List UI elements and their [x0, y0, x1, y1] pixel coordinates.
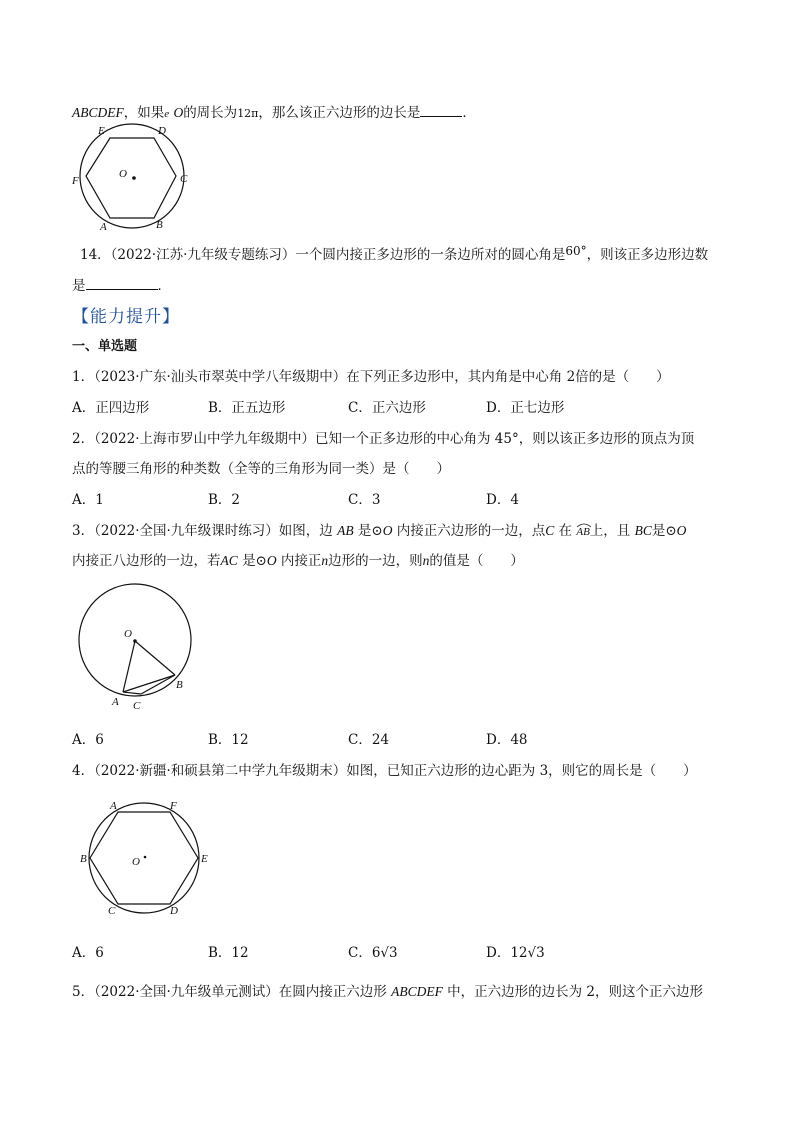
q3-stem-line-2 [72, 551, 524, 571]
q1-option-c: C．正六边形 [348, 400, 426, 416]
q3-text-10: 边形的一边，则 [328, 553, 423, 569]
q2-option-b: B．2 [208, 492, 241, 508]
q14-angle: 60° [565, 244, 587, 258]
q13-text-b: 的周长为 [183, 105, 238, 121]
fig4-center-dot [144, 856, 147, 859]
q5-text-2: 中，正六边形的边长为 2，则这个正六边形 [447, 984, 704, 1000]
fig3-center-dot [133, 639, 137, 643]
q3-text-11: 的值是（ ） [429, 553, 524, 569]
q3-C: C [545, 523, 555, 538]
q13-text-c: ，那么该正六边形的边长是 [258, 105, 421, 121]
q4-option-a: A．6 [72, 945, 104, 961]
figure-hexagon-in-circle-1 [64, 120, 204, 235]
q4-stem: 4．（2022·新疆·和硕县第二中学九年级期末）如图，已知正六边形的边心距为 3，则它的周长是（ ） [72, 763, 697, 779]
q4-option-d: D．12√3 [486, 945, 545, 961]
q3-text-1: 3．（2022·全国·九年级课时练习）如图，边 [72, 523, 333, 539]
q5-text-1: 5．（2022·全国·九年级单元测试）在圆内接正六边形 [72, 984, 387, 1000]
figure-hexagon-in-circle-4 [74, 800, 214, 920]
q2-option-d: D．4 [486, 492, 519, 508]
fig1-circle [80, 124, 184, 228]
q3-text-9: 内接正 [280, 553, 322, 569]
fig1-label-E: E [98, 125, 105, 137]
fig3-OB [135, 641, 175, 675]
subsection-title: 一、单选题 [72, 339, 138, 354]
fig4-label-A: A [110, 800, 117, 812]
fig4-label-E: E [201, 853, 208, 865]
q1-stem: 1．（2023·广东·汕头市翠英中学八年级期中）在下列正多边形中，其内角是中心角 2倍的是（ ） [72, 369, 670, 385]
q14-end: ． [157, 278, 171, 294]
q4-option-b: B．12 [208, 945, 249, 961]
q3-n-2: n [422, 553, 430, 568]
q1-option-d: D．正七边形 [486, 400, 565, 416]
q13-end: ． [462, 105, 476, 121]
q3-arc-mark [576, 522, 592, 528]
q3-arc-label: AB [576, 526, 590, 538]
q13-circle-O: O [173, 105, 184, 120]
q2-stem-line-1: 2．（2022·上海市罗山中学九年级期中）已知一个正多边形的中心角为 45°，则以该正多边形的顶点为顶 [72, 431, 695, 447]
fig1-label-O: O [119, 168, 127, 180]
q3-stem-line-1 [72, 521, 686, 542]
q3-text-2: 是⊙ [357, 523, 383, 539]
q13-text-a: ，如果 [123, 105, 165, 121]
q3-AB: AB [337, 523, 354, 538]
q13-circumference: 12π [237, 107, 259, 120]
fig4-label-C: C [108, 905, 116, 917]
q13-answer-blank [420, 102, 462, 117]
q3-text-3: 内接正六边形的一边，点 [396, 523, 546, 539]
fig4-hexagon [90, 812, 198, 904]
q3-BC: BC [634, 523, 652, 538]
q14-answer-blank [86, 275, 158, 290]
fig3-label-C: C [133, 700, 141, 712]
fig1-label-D: D [158, 125, 166, 137]
q2-option-c: C．3 [348, 492, 381, 508]
q2-option-a: A．1 [72, 492, 104, 508]
fig4-label-F: F [170, 800, 177, 812]
fig4-label-D: D [170, 905, 178, 917]
q13-hexagon-name: ABCDEF [72, 105, 124, 120]
section-title: 【能力提升】 [72, 307, 180, 327]
q1-option-a: A．正四边形 [72, 400, 150, 416]
fig3-label-B: B [176, 679, 183, 691]
q3-option-d: D．48 [486, 732, 528, 748]
fig3-AC [123, 692, 141, 694]
q3-option-c: C．24 [348, 732, 390, 748]
q3-AC: AC [220, 553, 238, 568]
fig1-label-A: A [100, 221, 107, 233]
fig3-label-A: A [112, 696, 119, 708]
q3-option-b: B．12 [208, 732, 249, 748]
q5-stem [72, 982, 703, 1002]
q3-text-5: 上，且 [589, 523, 631, 539]
q3-arc-AB [576, 522, 589, 542]
fig1-label-B: B [156, 219, 163, 231]
q5-hexagon-name: ABCDEF [391, 984, 443, 999]
q3-n-1: n [321, 553, 329, 568]
fig1-label-C: C [180, 173, 188, 185]
q4-option-c: C．6√3 [348, 945, 398, 961]
fig1-hexagon [86, 138, 176, 218]
q14-text-2: ，则该正多边形边数 [586, 247, 709, 263]
q3-text-7: 内接正八边形的一边，若 [72, 553, 221, 569]
figure-circle-triangle-3 [74, 580, 204, 715]
fig1-center-dot [132, 176, 136, 180]
q1-option-b: B．正五边形 [208, 400, 286, 416]
fig1-label-F: F [72, 175, 79, 187]
fig3-OA [123, 641, 135, 692]
fig3-label-O: O [124, 628, 132, 640]
q14-line-2 [72, 275, 171, 296]
q3-O-3: O [266, 553, 277, 568]
q13-circle-symbol: e [164, 108, 170, 120]
q3-text-4: 在 [558, 523, 573, 539]
fig4-circle [89, 803, 199, 913]
q3-O-2: O [676, 523, 687, 538]
q3-text-8: 是⊙ [242, 553, 267, 569]
q3-O-1: O [382, 523, 393, 538]
q14-line-1 [80, 245, 708, 265]
q14-text-1: 14．（2022·江苏·九年级专题练习）一个圆内接正多边形的一条边所对的圆心角是 [80, 247, 566, 263]
q3-option-a: A．6 [72, 732, 104, 748]
q2-stem-line-2: 点的等腰三角形的种类数（全等的三角形为同一类）是（ ） [72, 461, 450, 477]
q3-text-6: 是⊙ [651, 523, 677, 539]
fig4-label-B: B [80, 853, 87, 865]
q14-text-3: 是 [72, 278, 86, 294]
fig4-label-O: O [132, 856, 140, 868]
